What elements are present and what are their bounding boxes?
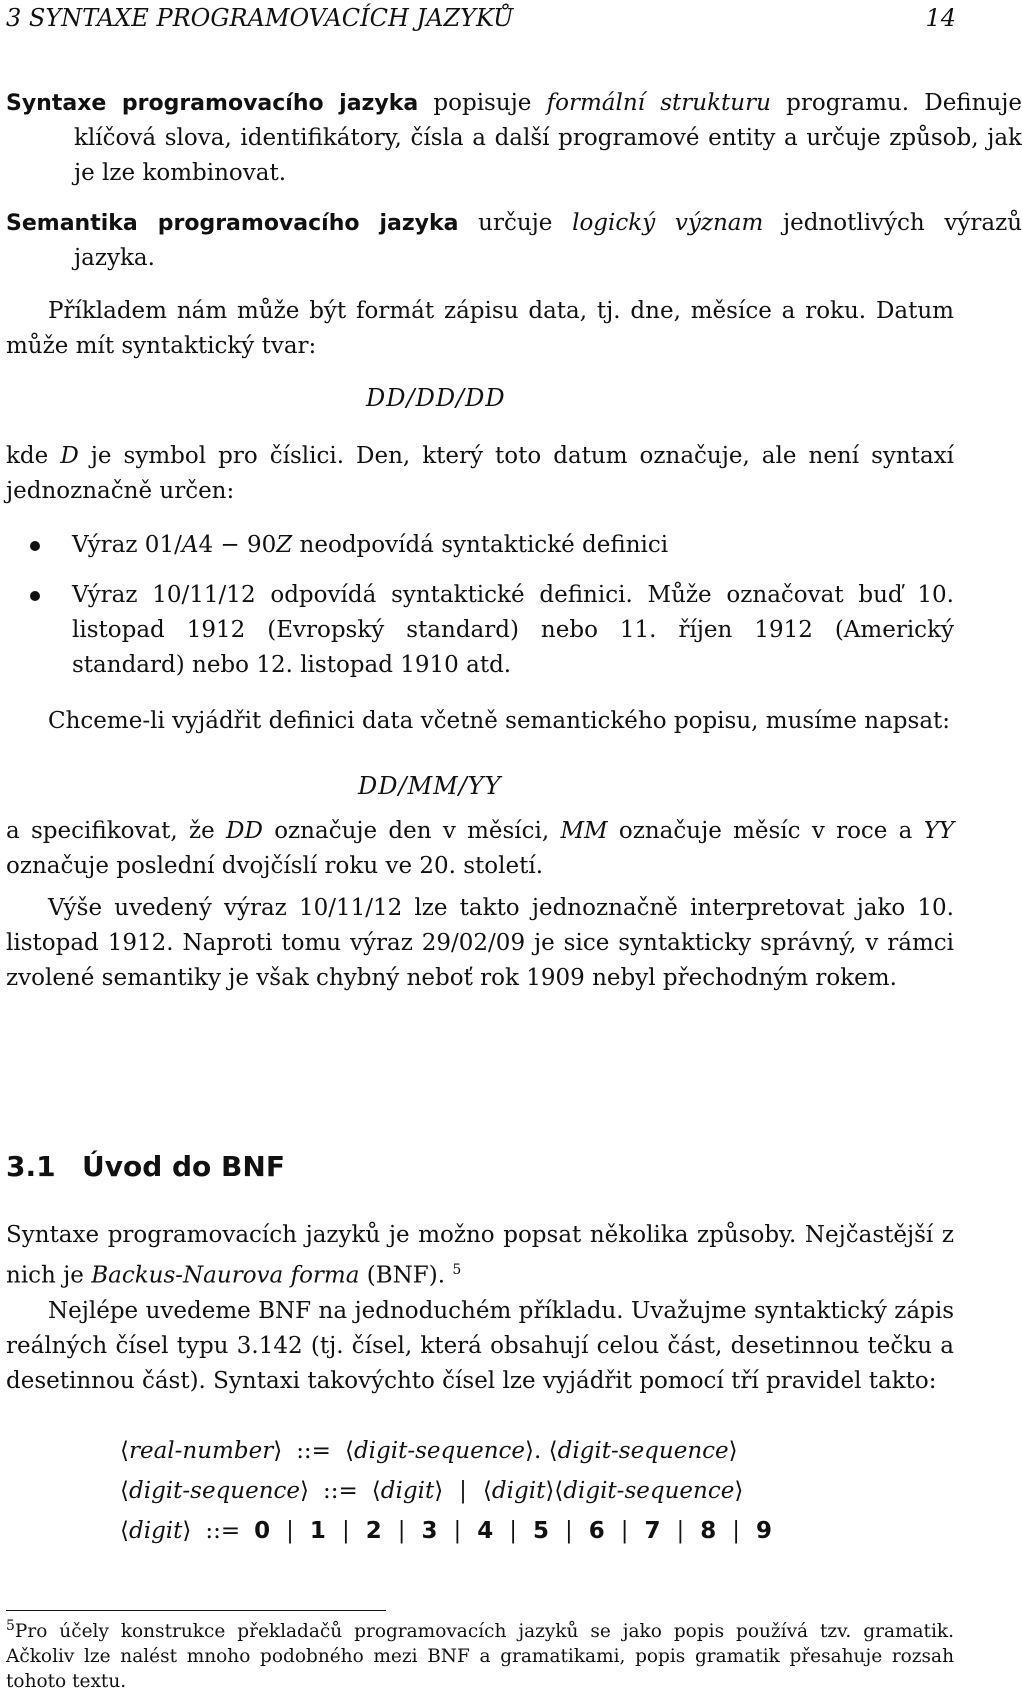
bullet-marker (30, 541, 40, 551)
paragraph-symbol: kde D je symbol pro číslici. Den, který toto datum označuje, ale není syntaxí jednoznačně určen: (6, 443, 955, 504)
bnf-rule-real-number: ⟨real-number⟩ ::= ⟨digit-sequence⟩. ⟨digit-sequence⟩ (120, 1438, 738, 1464)
term-semantics: Semantika programovacího jazyka (6, 211, 459, 236)
bullet-marker (30, 591, 40, 601)
footnote-number: 5 (6, 1618, 15, 1634)
paragraph-specify: a specifikovat, že DD označuje den v měsíci, MM označuje měsíc v roce a YY označuje poslední dvojčíslí roku ve 20. století. (6, 818, 955, 879)
definition-syntax: Syntaxe programovacího jazyka popisuje formální strukturu programu. Definuje klíčová slova, identifikátory, čísla a další programové entity a určuje způsob, jak je lze kombinovat. (6, 90, 1022, 186)
bnf-rule-digit-sequence: ⟨digit-sequence⟩ ::= ⟨digit⟩ | ⟨digit⟩⟨digit-sequence⟩ (120, 1478, 744, 1504)
footnote-separator (6, 1610, 386, 1611)
paragraph-semantic-definition: Chceme-li vyjádřit definici data včetně semantického popisu, musíme napsat: (48, 708, 951, 734)
definition-semantics: Semantika programovacího jazyka určuje logický význam jednotlivých výrazů jazyka. (6, 210, 1022, 271)
term-syntax: Syntaxe programovacího jazyka (6, 91, 419, 116)
footnote: $^5$Pro účely konstrukce překladačů programovacích jazyků se jako popis používá tzv. gramatik. Ačkoliv lze nalést mnoho podobného mezi BNF a gramatikami, popis gramatik přesahuje rozsah tohoto textu. (6, 1618, 954, 1693)
bnf-rule-digit: ⟨digit⟩ ::= 0 | 1 | 2 | 3 | 4 | 5 | 6 | 7 | 8 | 9 (120, 1518, 773, 1544)
footnote-ref: 5 (452, 1262, 462, 1278)
formula-ddddd: DD/DD/DD (366, 384, 506, 412)
chapter-title: 3 SYNTAXE PROGRAMOVACÍCH JAZYKŮ (6, 4, 514, 32)
section-title: Úvod do BNF (82, 1150, 285, 1183)
formula-ddmmyy: DD/MM/YY (358, 772, 502, 800)
paragraph-interpretation: Výše uvedený výraz 10/11/12 lze takto jednoznačně interpretovat jako 10. listopad 1912. Naproti tomu výraz 29/02/09 je sice syntakticky správný, v rámci zvolené semantiky je však chybný neboť rok 1909 nebyl přechodným rokem. (6, 895, 954, 991)
paragraph-example: Příkladem nám může být formát zápisu data, tj. dne, měsíce a roku. Datum může mít syntaktický tvar: (6, 298, 954, 359)
running-header (6, 4, 956, 32)
paragraph-bnf-intro: Syntaxe programovacích jazyků je možno popsat několika způsoby. Nejčastější z nich je Backus-Naurova forma (BNF). $^5$ (6, 1222, 954, 1289)
bullet-item-2: Výraz 10/11/12 odpovídá syntaktické definici. Může označovat buď 10. listopad 1912 (Evropský standard) nebo 11. říjen 1912 (Americký standard) nebo 12. listopad 1910 atd. (72, 582, 954, 678)
paragraph-bnf-example: Nejlépe uvedeme BNF na jednoduchém příkladu. Uvažujme syntaktický zápis reálných čísel typu 3.142 (tj. čísel, která obsahují celou část, desetinnou tečku a desetinnou část). Syntaxi takovýchto čísel lze vyjádřit pomocí tří pravidel takto: (6, 1298, 954, 1394)
section-number: 3.1 (6, 1150, 56, 1183)
bullet-item-1: Výraz 01/A4 − 90Z neodpovídá syntaktické definici (72, 532, 669, 558)
page-number: 14 (925, 4, 956, 32)
